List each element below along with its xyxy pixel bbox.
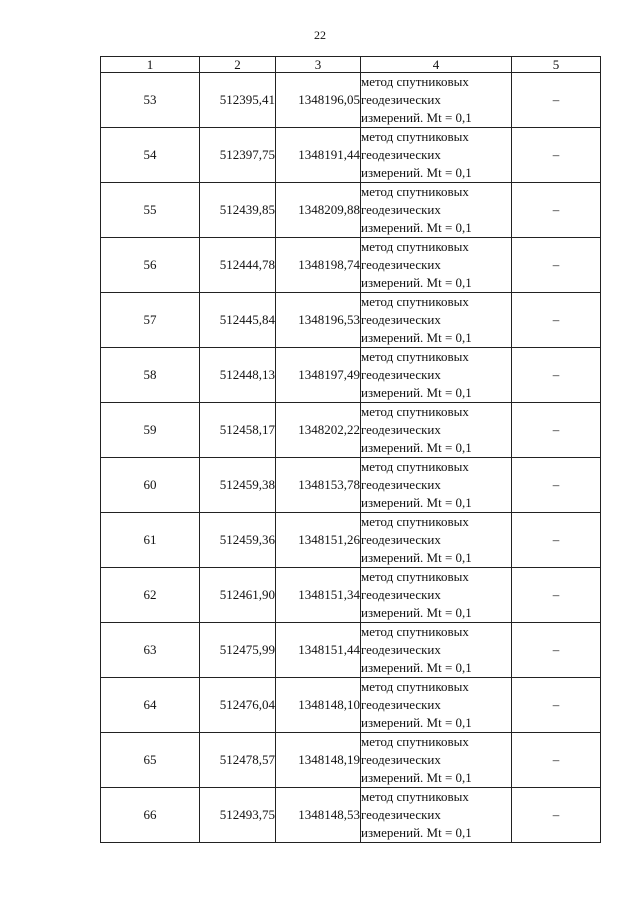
table-row	[101, 238, 601, 293]
method-line: метод спутниковых	[361, 184, 469, 199]
table-row	[101, 293, 601, 348]
x-coordinate-cell: 512478,57	[200, 733, 276, 788]
method-line: измерений. Mt = 0,1	[361, 330, 472, 345]
method-line: геодезических	[361, 92, 441, 107]
table-row	[101, 73, 601, 128]
method-line: измерений. Mt = 0,1	[361, 660, 472, 675]
note-cell: –	[512, 403, 601, 458]
table-row	[101, 568, 601, 623]
method-line: метод спутниковых	[361, 349, 469, 364]
y-coordinate-cell: 1348151,34	[276, 568, 361, 623]
method-line: метод спутниковых	[361, 74, 469, 89]
point-number-cell: 54	[101, 128, 200, 183]
y-coordinate-cell: 1348198,74	[276, 238, 361, 293]
point-number-cell: 65	[101, 733, 200, 788]
method-line: геодезических	[361, 807, 441, 822]
method-line: метод спутниковых	[361, 514, 469, 529]
coordinates-table	[100, 56, 601, 843]
table-row	[101, 128, 601, 183]
x-coordinate-cell: 512445,84	[200, 293, 276, 348]
method-cell	[361, 183, 512, 238]
x-coordinate-cell: 512395,41	[200, 73, 276, 128]
method-line: измерений. Mt = 0,1	[361, 715, 472, 730]
y-coordinate-cell: 1348153,78	[276, 458, 361, 513]
method-line: метод спутниковых	[361, 569, 469, 584]
method-line: геодезических	[361, 312, 441, 327]
method-line: измерений. Mt = 0,1	[361, 605, 472, 620]
point-number-cell: 66	[101, 788, 200, 843]
table-row	[101, 183, 601, 238]
x-coordinate-cell: 512476,04	[200, 678, 276, 733]
method-line: геодезических	[361, 697, 441, 712]
point-number-cell: 61	[101, 513, 200, 568]
note-cell: –	[512, 348, 601, 403]
table-row	[101, 458, 601, 513]
method-line: геодезических	[361, 147, 441, 162]
method-line: геодезических	[361, 202, 441, 217]
point-number-cell: 56	[101, 238, 200, 293]
table-row	[101, 623, 601, 678]
x-coordinate-cell: 512444,78	[200, 238, 276, 293]
point-number-cell: 55	[101, 183, 200, 238]
y-coordinate-cell: 1348209,88	[276, 183, 361, 238]
method-line: геодезических	[361, 532, 441, 547]
x-coordinate-cell: 512461,90	[200, 568, 276, 623]
column-header-4: 4	[361, 57, 512, 73]
note-cell: –	[512, 678, 601, 733]
note-cell: –	[512, 183, 601, 238]
method-line: измерений. Mt = 0,1	[361, 110, 472, 125]
point-number-cell: 64	[101, 678, 200, 733]
note-cell: –	[512, 73, 601, 128]
y-coordinate-cell: 1348202,22	[276, 403, 361, 458]
method-line: метод спутниковых	[361, 734, 469, 749]
column-header-5: 5	[512, 57, 601, 73]
point-number-cell: 63	[101, 623, 200, 678]
table-row	[101, 678, 601, 733]
method-line: метод спутниковых	[361, 624, 469, 639]
method-cell	[361, 513, 512, 568]
method-line: геодезических	[361, 477, 441, 492]
method-line: геодезических	[361, 587, 441, 602]
method-line: метод спутниковых	[361, 459, 469, 474]
note-cell: –	[512, 568, 601, 623]
table-header-row	[101, 57, 601, 73]
y-coordinate-cell: 1348148,19	[276, 733, 361, 788]
method-line: измерений. Mt = 0,1	[361, 825, 472, 840]
method-line: геодезических	[361, 642, 441, 657]
point-number-cell: 60	[101, 458, 200, 513]
method-line: метод спутниковых	[361, 789, 469, 804]
point-number-cell: 58	[101, 348, 200, 403]
table-row	[101, 733, 601, 788]
y-coordinate-cell: 1348196,53	[276, 293, 361, 348]
method-line: геодезических	[361, 752, 441, 767]
method-cell	[361, 403, 512, 458]
x-coordinate-cell: 512475,99	[200, 623, 276, 678]
note-cell: –	[512, 623, 601, 678]
method-line: геодезических	[361, 367, 441, 382]
column-header-3: 3	[276, 57, 361, 73]
method-cell	[361, 623, 512, 678]
method-cell	[361, 348, 512, 403]
method-line: геодезических	[361, 422, 441, 437]
column-header-2: 2	[200, 57, 276, 73]
method-line: измерений. Mt = 0,1	[361, 495, 472, 510]
x-coordinate-cell: 512448,13	[200, 348, 276, 403]
note-cell: –	[512, 513, 601, 568]
method-cell	[361, 293, 512, 348]
table-row	[101, 513, 601, 568]
page-number: 22	[314, 28, 326, 42]
note-cell: –	[512, 733, 601, 788]
method-cell	[361, 733, 512, 788]
method-line: измерений. Mt = 0,1	[361, 165, 472, 180]
method-cell	[361, 788, 512, 843]
y-coordinate-cell: 1348191,44	[276, 128, 361, 183]
x-coordinate-cell: 512397,75	[200, 128, 276, 183]
method-line: измерений. Mt = 0,1	[361, 440, 472, 455]
x-coordinate-cell: 512459,36	[200, 513, 276, 568]
x-coordinate-cell: 512459,38	[200, 458, 276, 513]
method-cell	[361, 73, 512, 128]
note-cell: –	[512, 238, 601, 293]
method-line: метод спутниковых	[361, 239, 469, 254]
method-cell	[361, 678, 512, 733]
point-number-cell: 57	[101, 293, 200, 348]
note-cell: –	[512, 458, 601, 513]
method-line: метод спутниковых	[361, 129, 469, 144]
method-line: измерений. Mt = 0,1	[361, 770, 472, 785]
method-cell	[361, 238, 512, 293]
note-cell: –	[512, 128, 601, 183]
method-line: измерений. Mt = 0,1	[361, 550, 472, 565]
y-coordinate-cell: 1348148,53	[276, 788, 361, 843]
x-coordinate-cell: 512439,85	[200, 183, 276, 238]
y-coordinate-cell: 1348151,26	[276, 513, 361, 568]
method-line: измерений. Mt = 0,1	[361, 385, 472, 400]
y-coordinate-cell: 1348151,44	[276, 623, 361, 678]
method-line: метод спутниковых	[361, 404, 469, 419]
method-line: метод спутниковых	[361, 294, 469, 309]
table-row	[101, 403, 601, 458]
note-cell: –	[512, 293, 601, 348]
y-coordinate-cell: 1348196,05	[276, 73, 361, 128]
y-coordinate-cell: 1348197,49	[276, 348, 361, 403]
method-line: метод спутниковых	[361, 679, 469, 694]
y-coordinate-cell: 1348148,10	[276, 678, 361, 733]
point-number-cell: 53	[101, 73, 200, 128]
point-number-cell: 62	[101, 568, 200, 623]
method-line: измерений. Mt = 0,1	[361, 275, 472, 290]
method-cell	[361, 458, 512, 513]
table-row	[101, 348, 601, 403]
x-coordinate-cell: 512458,17	[200, 403, 276, 458]
x-coordinate-cell: 512493,75	[200, 788, 276, 843]
column-header-1: 1	[101, 57, 200, 73]
table-row	[101, 788, 601, 843]
method-cell	[361, 128, 512, 183]
method-cell	[361, 568, 512, 623]
method-line: геодезических	[361, 257, 441, 272]
point-number-cell: 59	[101, 403, 200, 458]
method-line: измерений. Mt = 0,1	[361, 220, 472, 235]
note-cell: –	[512, 788, 601, 843]
